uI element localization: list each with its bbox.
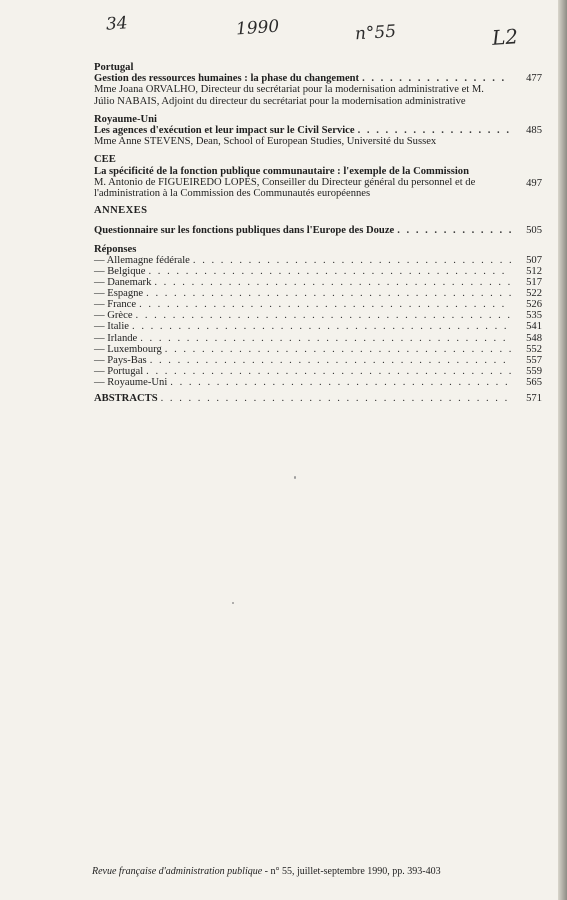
response-page: 557 (526, 354, 542, 366)
response-item (94, 355, 542, 366)
page-binding-shadow (558, 0, 567, 900)
article-title: La spécificité de la fonction publique communautaire : l'exemple de la Commission (94, 165, 469, 177)
handwritten-number: 34 (105, 13, 129, 35)
paper-speck (232, 602, 234, 604)
article-authors: Mme Anne STEVENS, Dean, School of European Studies, Université du Sussex (94, 136, 437, 148)
article-authors: Mme Joana ORVALHO, Directeur du secrétariat pour la modernisation administrative et M. Júlio NABAIS, Adjoint du directeur du secrétariat pour la modernisation administrative (94, 84, 484, 107)
response-item (94, 277, 542, 288)
abstracts-page: 571 (526, 392, 542, 404)
responses-heading: Réponses (94, 243, 137, 255)
response-country: — Irlande (94, 332, 138, 344)
toc-section-royaume-uni (94, 114, 542, 148)
handwritten-year: 1990 (235, 16, 280, 40)
abstracts-label: ABSTRACTS (94, 392, 158, 404)
leader-dots (140, 333, 511, 344)
response-country: — Luxembourg (94, 343, 162, 355)
handwritten-issue: n°55 (354, 21, 397, 45)
response-page: 517 (526, 277, 542, 289)
journal-footer (92, 866, 441, 877)
journal-name: Revue française d'administration publique (92, 866, 263, 877)
response-country: — Allemagne fédérale (94, 254, 190, 266)
toc-section-portugal (94, 62, 542, 107)
article-title-line (94, 125, 542, 136)
section-country: CEE (94, 154, 116, 166)
leader-dots (170, 377, 511, 388)
table-of-contents (94, 55, 542, 404)
response-page: 535 (526, 310, 542, 322)
questionnaire-page: 505 (526, 225, 542, 237)
response-country: — Royaume-Uni (94, 376, 168, 388)
response-item (94, 266, 542, 277)
response-item (94, 310, 542, 321)
response-item (94, 288, 542, 299)
response-page: 559 (526, 365, 542, 377)
leader-dots (149, 266, 512, 277)
article-page: 477 (526, 73, 542, 85)
paper-speck (294, 476, 296, 479)
response-item (94, 366, 542, 377)
response-country: — Espagne (94, 288, 144, 300)
leader-dots (165, 344, 511, 355)
response-country: — France (94, 299, 137, 311)
article-title-line (94, 73, 542, 84)
leader-dots (154, 277, 511, 288)
handwritten-mark: L2 (491, 24, 519, 50)
response-page: 552 (526, 343, 542, 355)
response-item (94, 255, 542, 266)
response-country: — Italie (94, 321, 130, 333)
response-item (94, 299, 542, 310)
response-country: — Pays-Bas (94, 354, 147, 366)
response-page: 548 (526, 332, 542, 344)
response-item (94, 333, 542, 344)
article-title: Gestion des ressources humaines : la phase du changement (94, 73, 360, 85)
response-item (94, 377, 542, 388)
section-country: Portugal (94, 62, 134, 73)
response-page: 541 (526, 321, 542, 333)
response-country: — Grèce (94, 310, 133, 322)
leader-dots (397, 225, 511, 236)
response-country: — Belgique (94, 265, 146, 277)
leader-dots (146, 366, 511, 377)
leader-dots (136, 310, 511, 321)
responses-list (94, 255, 542, 388)
toc-section-cee (94, 154, 542, 199)
leader-dots (150, 355, 511, 366)
questionnaire-line (94, 225, 542, 236)
leader-dots (193, 255, 511, 266)
response-page: 507 (526, 254, 542, 266)
article-page: 497 (526, 177, 542, 189)
response-page: 522 (526, 288, 542, 300)
article-entry (94, 166, 542, 200)
section-country: Royaume-Uni (94, 113, 157, 125)
abstracts-line (94, 393, 542, 404)
journal-details: - n° 55, juillet-septembre 1990, pp. 393-403 (262, 866, 441, 877)
annexes-heading: ANNEXES (94, 205, 148, 217)
response-item (94, 321, 542, 332)
leader-dots (161, 393, 511, 404)
leader-dots (358, 125, 511, 136)
article-authors: M. Antonio de FIGUEIREDO LOPES, Conseiller du Directeur général du personnel et de l'administration à la Commission des Communautés européennes (94, 176, 476, 200)
leader-dots (139, 299, 511, 310)
response-country: — Portugal (94, 365, 144, 377)
leader-dots (146, 288, 511, 299)
article-page: 485 (526, 125, 542, 137)
response-page: 526 (526, 299, 542, 311)
leader-dots (132, 321, 511, 332)
response-item (94, 344, 542, 355)
questionnaire-title: Questionnaire sur les fonctions publiques dans l'Europe des Douze (94, 225, 395, 237)
response-page: 512 (526, 265, 542, 277)
article-title: Les agences d'exécution et leur impact sur le Civil Service (94, 125, 355, 137)
leader-dots (362, 73, 511, 84)
response-page: 565 (526, 376, 542, 388)
response-country: — Danemark (94, 277, 152, 289)
